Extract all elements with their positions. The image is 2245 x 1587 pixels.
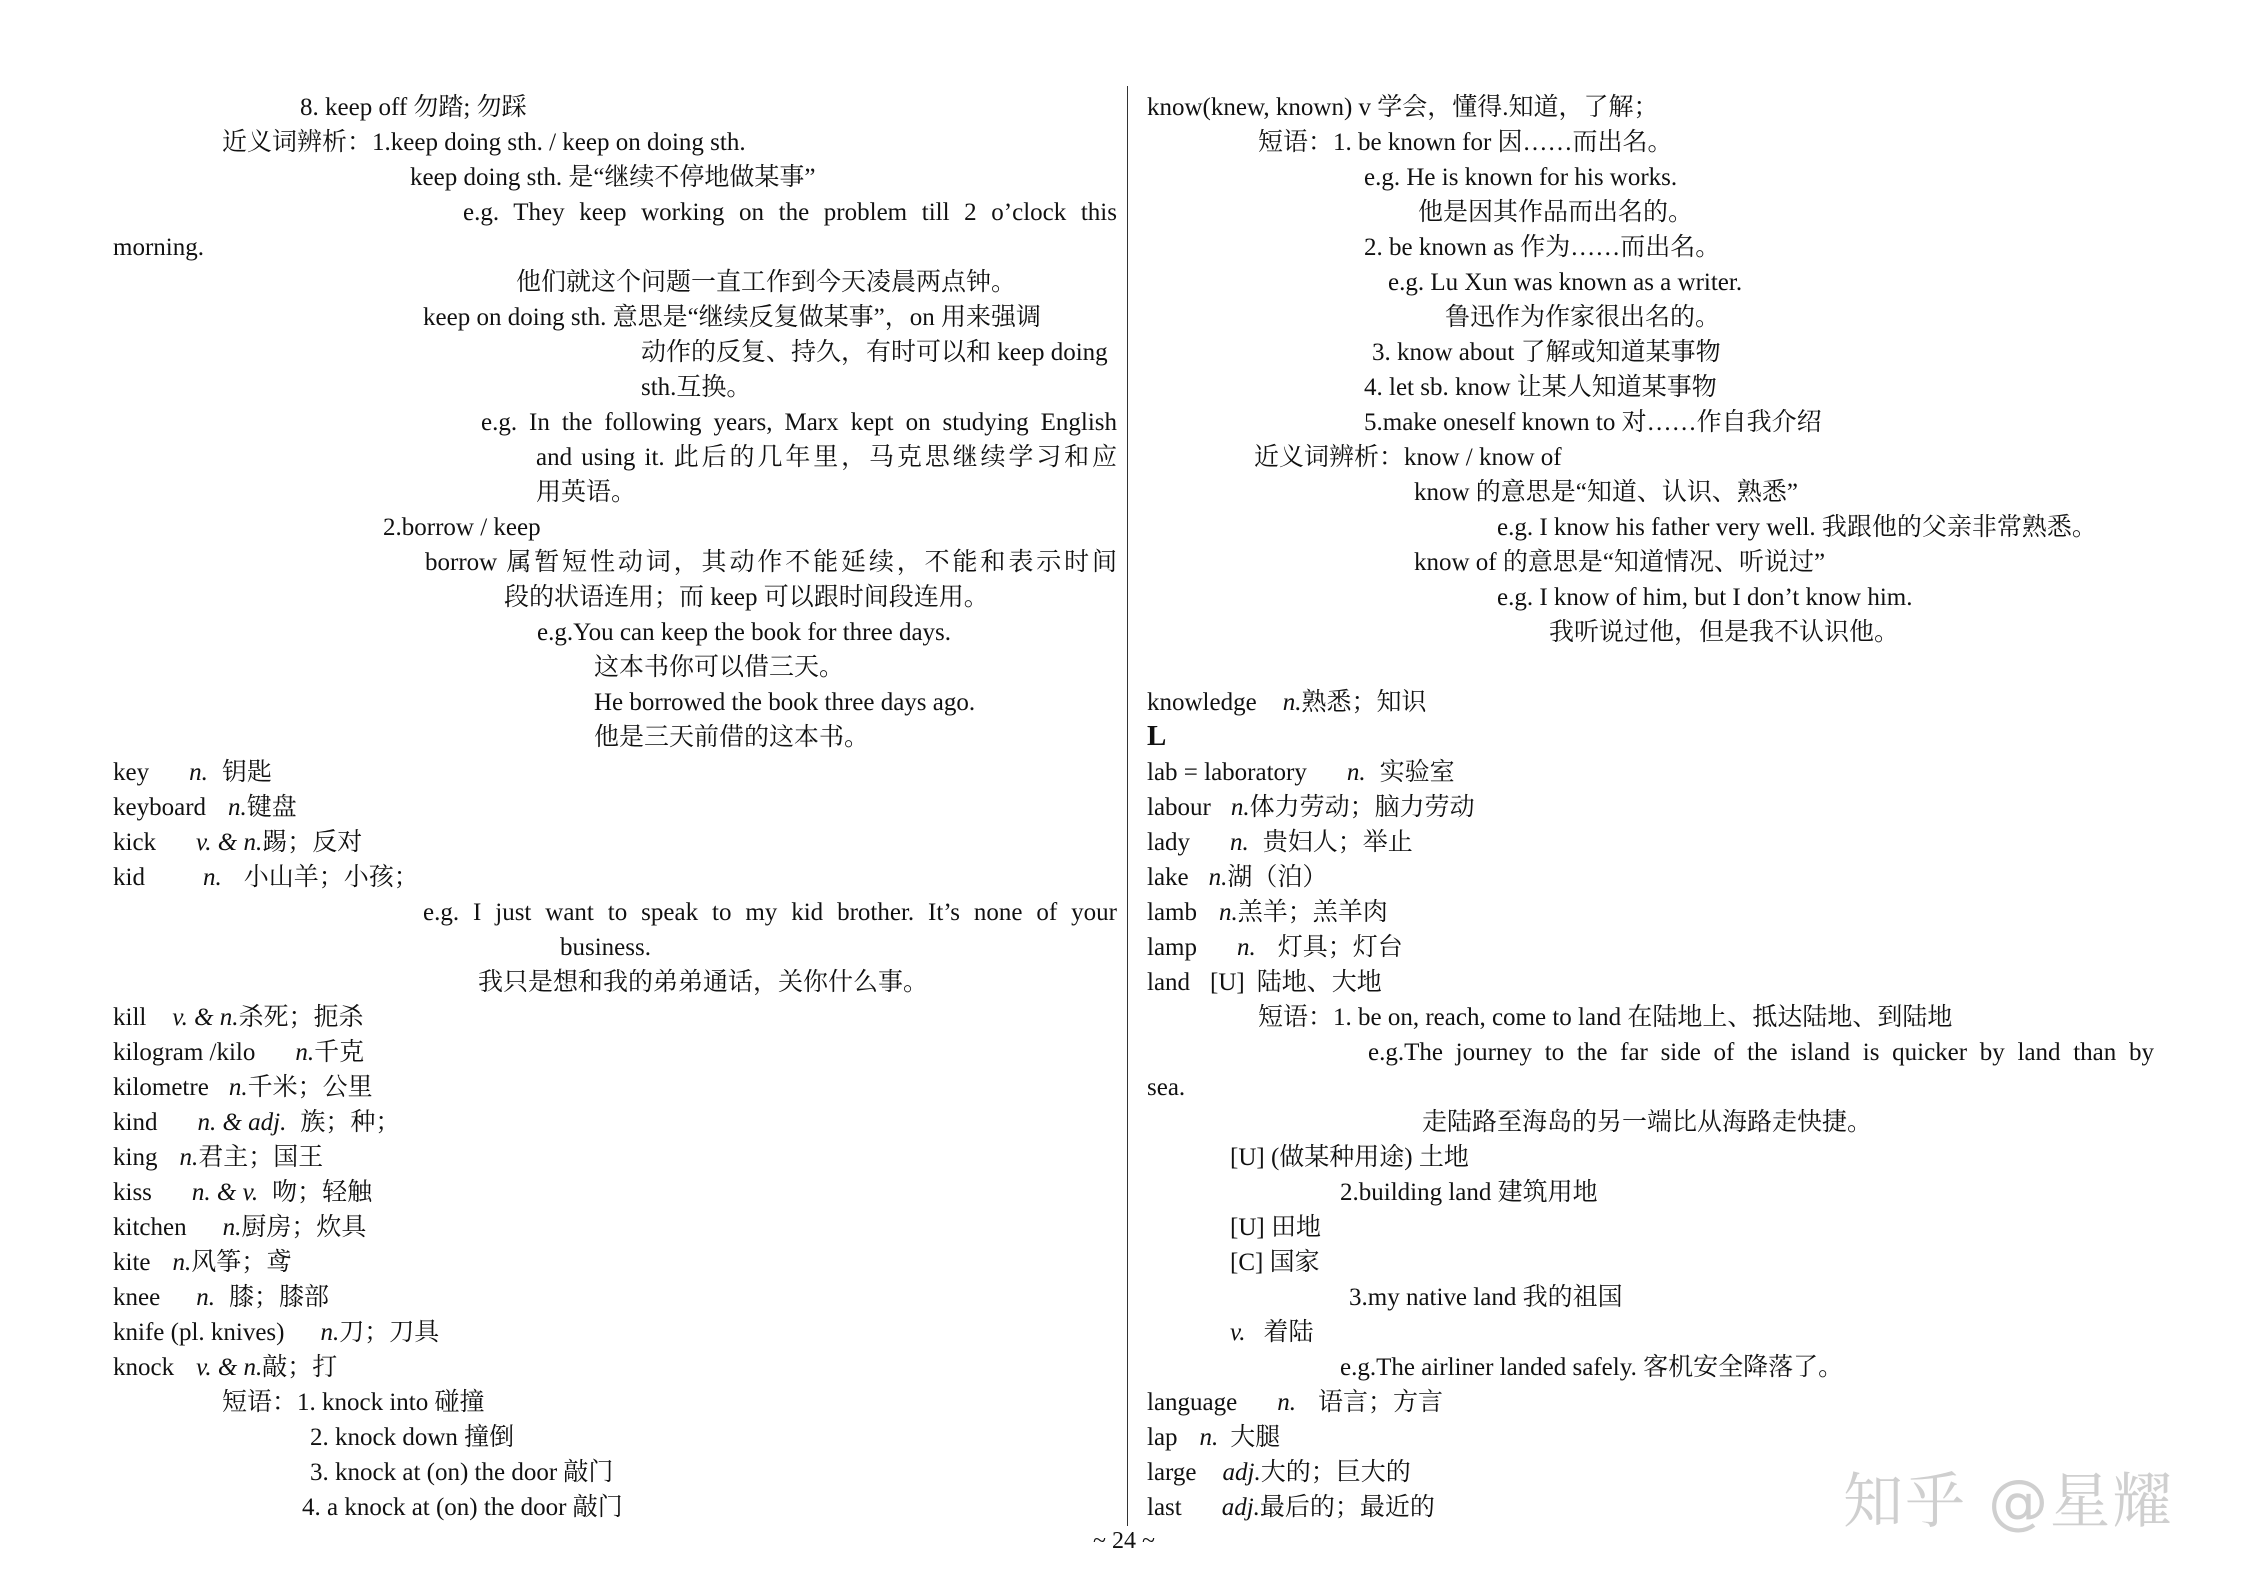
phrase-line: 3.my native land 我的祖国 [1349,1284,1623,1311]
sense-line: [C] 国家 [1230,1249,1320,1276]
explanation-line: know of 的意思是“知道情况、听说过” [1414,549,1826,576]
example-sentence: e.g.You can keep the book for three days. [537,619,952,646]
synonym-heading: 近义词辨析：1.keep doing sth. / keep on doing sth. [222,129,746,156]
entry-land: land [U] 陆地、大地 [1147,969,1382,996]
translation-line: 用英语。 [536,479,637,506]
sense-line: [U] (做某种用途) 土地 [1230,1144,1469,1171]
entry-kilogram: kilogram /kilo n.千克 [113,1039,365,1066]
entry-knife: knife (pl. knives) n.刀；刀具 [113,1319,440,1346]
example-sentence: e.g. They keep working on the problem till 2 o’clock this [463,199,1117,226]
page-number: ~ 24 ~ [1093,1528,1155,1554]
translation-line: 他们就这个问题一直工作到今天凌晨两点钟。 [516,269,1017,296]
translation-line: 鲁迅作为作家很出名的。 [1445,304,1721,331]
entry-knowledge: knowledge n.熟悉；知识 [1147,689,1427,716]
example-sentence: e.g. In the following years, Marx kept on studying English [481,409,1117,436]
entry-kick: kick v. & n.踢；反对 [113,829,363,856]
synonym-heading: 近义词辨析：know / know of [1254,444,1562,471]
example-sentence: He borrowed the book three days ago. [594,689,976,716]
entry-know: know(knew, known) v 学会，懂得.知道，了解； [1147,94,1659,121]
entry-labour: labour n.体力劳动；脑力劳动 [1147,794,1475,821]
entry-lake: lake n.湖（泊） [1147,864,1328,891]
entry-lap: lap n. 大腿 [1147,1424,1281,1451]
entry-lab: lab = laboratory n. 实验室 [1147,759,1455,786]
entry-kitchen: kitchen n.厨房；炊具 [113,1214,367,1241]
entry-kill: kill v. & n.杀死；扼杀 [113,1004,364,1031]
translation-line: 我只是想和我的弟弟通话，关你什么事。 [478,969,929,996]
entry-lamb: lamb n.羔羊；羔羊肉 [1147,899,1388,926]
entry-knee: knee n. 膝；膝部 [113,1284,329,1311]
example-sentence: sea. [1147,1074,1186,1101]
explanation-line: sth.互换。 [641,374,752,401]
phrase-line: 2.building land 建筑用地 [1340,1179,1598,1206]
entry-kiss: kiss n. & v. 吻；轻触 [113,1179,373,1206]
entry-kind: kind n. & adj. 族；种； [113,1109,401,1136]
phrase-line: 8. keep off 勿踏; 勿踩 [300,94,527,121]
translation-line: 他是三天前借的这本书。 [594,724,870,751]
sense-line: [U] 田地 [1230,1214,1321,1241]
explanation-line: 段的状语连用；而 keep 可以跟时间段连用。 [504,584,989,611]
example-sentence: and using it. 此后的几年里，马克思继续学习和应 [536,444,1117,471]
phrase-line: 短语：1. be known for 因……而出名。 [1258,129,1673,156]
phrase-line: 2. be known as 作为……而出名。 [1364,234,1721,261]
example-sentence: e.g. I know his father very well. 我跟他的父亲非常熟悉。 [1497,514,2097,541]
entry-language: language n. 语言；方言 [1147,1389,1443,1416]
example-sentence: e.g. I know of him, but I don’t know him. [1497,584,1913,611]
phrase-line: 4. a knock at (on) the door 敲门 [302,1494,623,1521]
entry-last: last adj.最后的；最近的 [1147,1494,1435,1521]
example-sentence: morning. [113,234,204,261]
entry-lady: lady n. 贵妇人；举止 [1147,829,1413,856]
example-sentence: e.g. I just want to speak to my kid brother. It’s none of your [423,899,1117,926]
entry-knock: knock v. & n.敲；打 [113,1354,338,1381]
translation-line: 这本书你可以借三天。 [594,654,845,681]
example-sentence: e.g. He is known for his works. [1364,164,1678,191]
synonym-heading: 2.borrow / keep [383,514,541,541]
entry-lamp: lamp n. 灯具；灯台 [1147,934,1403,961]
explanation-line: borrow 属暂短性动词，其动作不能延续，不能和表示时间 [425,549,1117,576]
translation-line: 他是因其作品而出名的。 [1418,199,1694,226]
entry-kite: kite n.风筝；鸢 [113,1249,292,1276]
phrase-line: 5.make oneself known to 对……作自我介绍 [1364,409,1822,436]
entry-kilometre: kilometre n.千米；公里 [113,1074,373,1101]
phrase-line: 短语：1. knock into 碰撞 [222,1389,485,1416]
entry-large: large adj.大的；巨大的 [1147,1459,1411,1486]
column-divider [1127,86,1128,1526]
example-sentence: business. [560,934,651,961]
example-sentence: e.g.The airliner landed safely. 客机安全降落了。 [1340,1354,1844,1381]
entry-keyboard: keyboard n.键盘 [113,794,297,821]
phrase-line: 短语：1. be on, reach, come to land 在陆地上、抵达陆地、到陆地 [1258,1004,1953,1031]
explanation-line: know 的意思是“知道、认识、熟悉” [1414,479,1798,506]
explanation-line: keep on doing sth. 意思是“继续反复做某事”，on 用来强调 [423,304,1042,331]
example-sentence: e.g. Lu Xun was known as a writer. [1388,269,1743,296]
explanation-line: 动作的反复、持久，有时可以和 keep doing [641,339,1108,366]
translation-line: 我听说过他，但是我不认识他。 [1549,619,1900,646]
entry-kid: kid n. 小山羊；小孩； [113,864,419,891]
watermark: 知乎 @星耀 [1843,1467,2175,1537]
phrase-line: 2. knock down 撞倒 [310,1424,515,1451]
phrase-line: 4. let sb. know 让某人知道某事物 [1364,374,1717,401]
entry-king: king n.君主；国王 [113,1144,324,1171]
entry-key: key n. 钥匙 [113,759,272,786]
sense-line: v. 着陆 [1230,1319,1314,1346]
phrase-line: 3. knock at (on) the door 敲门 [310,1459,614,1486]
explanation-line: keep doing sth. 是“继续不停地做某事” [410,164,816,191]
example-sentence: e.g.The journey to the far side of the island is quicker by land than by [1368,1039,2154,1066]
translation-line: 走陆路至海岛的另一端比从海路走快捷。 [1422,1109,1873,1136]
section-heading: L [1147,720,1167,752]
phrase-line: 3. know about 了解或知道某事物 [1372,339,1721,366]
